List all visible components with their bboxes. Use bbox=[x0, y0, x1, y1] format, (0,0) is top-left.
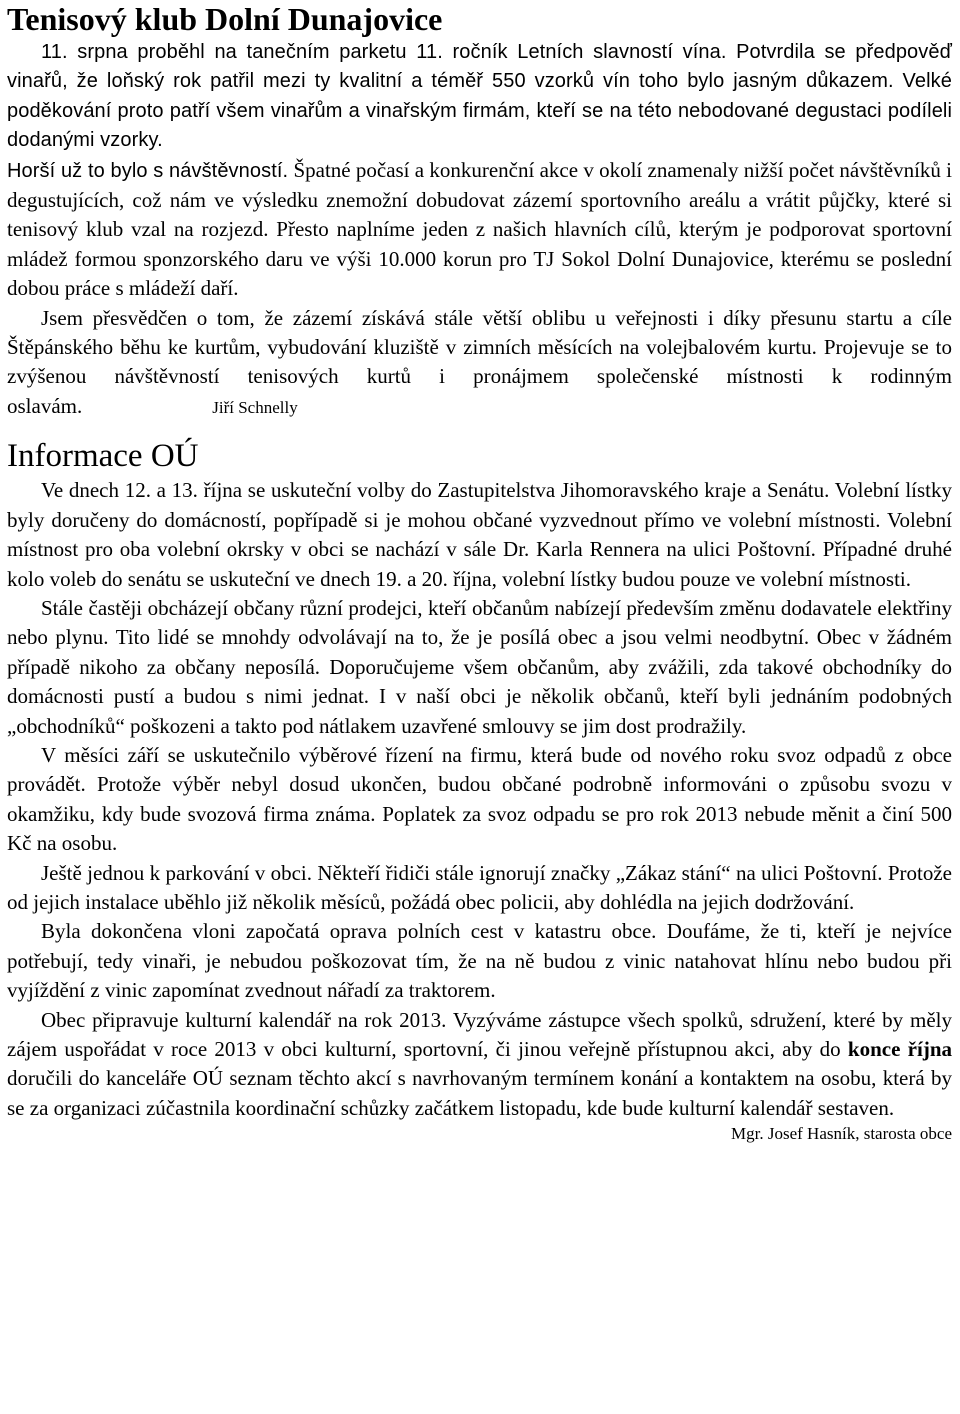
paragraph-text: Ještě jednou k parkování v obci. Někteří řidiči stále ignorují značky „Zákaz stání“ na ulici Poštovní. Protože od jejich instalace uběhlo již několik měsíců, požádá obec policii, aby dohlédla na jejich dodržování. bbox=[7, 860, 952, 914]
paragraph-text: V měsíci září se uskutečnilo výběrové řízení na firmu, která bude od nového roku svoz odpadů z obce provádět. Protože výběr nebyl dosud ukončen, budou občané podrobně informováni o způsobu svozu v okamžiku, kdy bude svozová firma známa. Poplatek za svoz odpadu se pro rok 2013 nebude měnit a činí 500 Kč na osobu. bbox=[7, 742, 952, 856]
paragraph bbox=[7, 917, 952, 1005]
paragraph bbox=[7, 594, 952, 741]
article-title-tennis-club: Tenisový klub Dolní Dunajovice bbox=[7, 1, 443, 37]
article-title-municipal-info: Informace OÚ bbox=[7, 438, 199, 475]
paragraph-text: Stále častěji obcházejí občany různí prodejci, kteří občanům nabízejí především změnu dodavatele elektřiny nebo plynu. Tito lidé se mnohdy odvolávají na to, že je posílá obec a jsou velmi neodbytní. Obec v žádném případě nikoho za občany neposílá. Doporučujeme všem občanům, aby zvážili, zda takové obchodníky do domácnosti pustí a budou s nimi jednat. I v naší obci je několik občanů, kteří byli jednáním podobných „obchodníků“ poškozeni a takto pod nátlakem uzavřené smlouvy se jim dost prodražily. bbox=[7, 595, 952, 738]
paragraph-text: Byla dokončena vloni započatá oprava polních cest v katastru obce. Doufáme, že ti, kteří je nejvíce potřebují, tedy vinaři, je nebudou poškozovat tím, že na ně budou z vinic natahovat hlínu nebo budou při vyjíždění z vinic zapomínat zvednout nářadí za traktorem. bbox=[7, 919, 952, 1003]
paragraph bbox=[7, 156, 952, 304]
mayor-signature: Mgr. Josef Hasník, starosta obce bbox=[731, 1124, 952, 1144]
paragraph bbox=[7, 38, 952, 156]
emphasized-deadline: konce října bbox=[847, 1037, 953, 1061]
paragraph-sans-lead: Horší už to bylo s návštěvností. bbox=[7, 159, 289, 182]
paragraph bbox=[7, 1006, 952, 1124]
paragraph bbox=[7, 476, 952, 594]
paragraph bbox=[7, 859, 952, 918]
paragraph-text: Ve dnech 12. a 13. října se uskuteční volby do Zastupitelstva Jihomoravského kraje a Senátu. Volební lístky byly doručeny do domácností, popřípadě si je mohou občané vyzvednout přímo ve volební místnosti. Volební místnost pro oba volební okrsky v obci se nachází v sále Dr. Karla Rennera na ulici Poštovní. Případné druhé kolo voleb do senátu se uskuteční ve dnech 19. a 20. října, volební lístky budou pouze ve volební místnosti. bbox=[7, 478, 952, 591]
paragraph bbox=[7, 741, 952, 859]
paragraph-text: Obec připravuje kulturní kalendář na rok 2013. Vyzýváme zástupce všech spolků, sdružení, které by měly zájem uspořádat v roce 2013 v obci kulturní, sportovní, či jinou veřejně přístupnou akci, aby do bbox=[7, 1007, 952, 1061]
paragraph bbox=[7, 304, 952, 423]
paragraph-text: Jsem přesvědčen o tom, že zázemí získává stále větší oblibu u veřejnosti i díky přesunu startu a cíle Štěpánského běhu ke kurtům, vybudování kluziště v zimních měsících na volejbalovém kurtu. Projevuje se to zvýšenou návštěvností tenisových kurtů i pronájmem společenské místnosti k rodinným oslavám. bbox=[7, 305, 952, 418]
author-signature: Jiří Schnelly bbox=[212, 397, 298, 417]
paragraph-text: 11. srpna proběhl na tanečním parketu 11. ročník Letních slavností vína. Potvrdila se předpověď vinařů, že loňský rok patřil mezi ty kvalitní a téměř 550 vzorků vín toho bylo jasným důkazem. Velké poděkování proto patří všem vinařům a vinařským firmám, kteří se na této nebodované degustaci podíleli dodanými vzorky. bbox=[7, 41, 952, 152]
paragraph-text: Špatné počasí a konkurenční akce v okolí znamenaly nižší počet návštěvníků i degustujících, což nám ve výsledku znemožní dobudovat zázemí sportovního areálu a vrátit půjčky, které si tenisový klub vzal na rozjezd. Přesto naplníme jeden z našich hlavních cílů, kterým je podporovat sportovní mládež formou sponzorského daru ve výši 10.000 korun pro TJ Sokol Dolní Dunajovice, kterému se poslední dobou práce s mládeží daří. bbox=[7, 157, 952, 301]
paragraph-text: doručili do kanceláře OÚ seznam těchto akcí s navrhovaným termínem konání a kontaktem na osobu, která by se za organizaci zúčastnila koordinační schůzky začátkem listopadu, kde bude kulturní kalendář sestaven. bbox=[7, 1066, 952, 1120]
